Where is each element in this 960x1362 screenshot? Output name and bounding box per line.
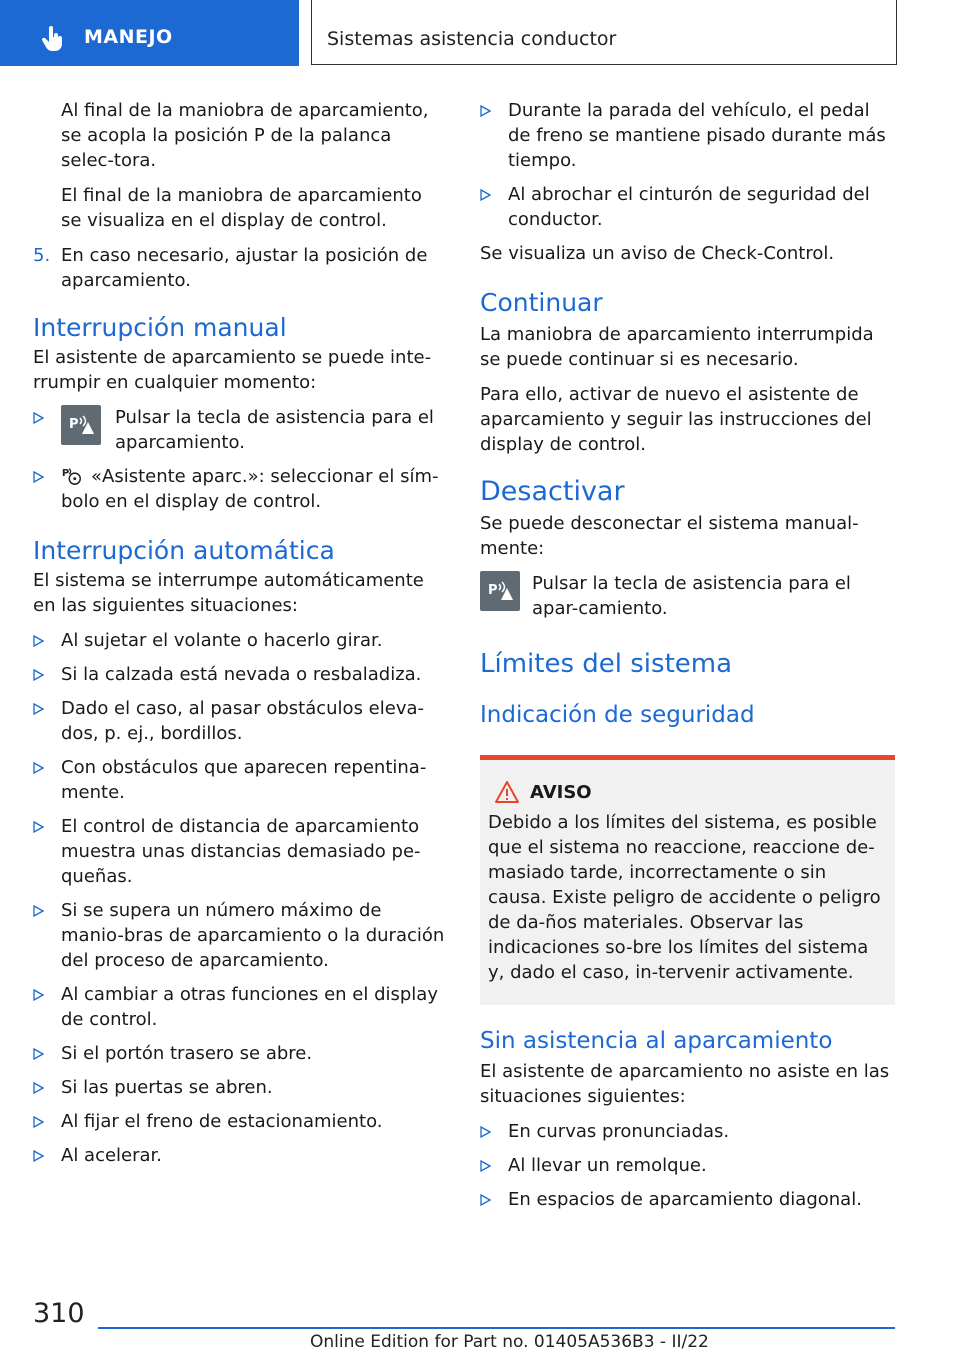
list-item (33, 1041, 448, 1066)
triangle-bullet-icon (480, 1187, 508, 1212)
list-item-text: Si la calzada está nevada o resbaladiza. (61, 664, 422, 685)
list-item (33, 1143, 448, 1168)
paragraph: La maniobra de aparcamiento interrumpida se puede continuar si es necesario. (480, 324, 874, 370)
triangle-bullet-icon (33, 982, 61, 1032)
triangle-bullet-icon (480, 1153, 508, 1178)
triangle-bullet-icon (33, 628, 61, 653)
list-item-text: Al cambiar a otras funciones en el display de control. (61, 984, 438, 1030)
list-item-text: Si el portón trasero se abre. (61, 1043, 313, 1064)
right-column (480, 98, 895, 1221)
svg-text:P: P (488, 583, 498, 598)
warning-text: Debido a los límites del sistema, es posible que el sistema no reaccione, reaccione de-masiado tarde, incorrectamente o sin causa. Existe peligro de accidente o peligro de da-ños materiales. Observar las indicaciones so-bre los límites del sistema y, dado el caso, in-tervenir activamente. (488, 812, 881, 983)
paragraph: Se puede desconectar el sistema manual-mente: (480, 513, 859, 559)
heading-manual: Interrupción manual (33, 313, 287, 342)
section-title: Sistemas asistencia conductor (327, 28, 617, 50)
heading-auto: Interrupción automática (33, 536, 335, 565)
list-item (33, 1109, 448, 1134)
list-item (33, 662, 448, 687)
heading-limites: Límites del sistema (480, 649, 733, 679)
paragraph: El final de la maniobra de aparcamiento se visualiza en el display de control. (61, 185, 422, 231)
triangle-bullet-icon (33, 1041, 61, 1066)
list-item-text: Al fijar el freno de estacionamiento. (61, 1111, 383, 1132)
triangle-bullet-icon (33, 662, 61, 687)
list-item-text: En curvas pronunciadas. (508, 1121, 730, 1142)
section-tab (311, 0, 897, 65)
paragraph: El asistente de aparcamiento se puede inte-rrumpir en cualquier momento: (33, 347, 432, 393)
triangle-bullet-icon (33, 814, 61, 889)
list-item (33, 1075, 448, 1100)
step-text: En caso necesario, ajustar la posición de aparcamiento. (61, 245, 428, 291)
list-item (33, 464, 448, 514)
list-item (480, 1119, 895, 1144)
list-item-text: Al llevar un remolque. (508, 1155, 707, 1176)
hand-pointer-icon (40, 26, 66, 52)
list-item (33, 898, 448, 973)
triangle-bullet-icon (33, 405, 61, 455)
park-assist-button-icon (61, 405, 101, 445)
paragraph: El sistema se interrumpe automáticamente en las siguientes situaciones: (33, 570, 424, 616)
paragraph: El asistente de aparcamiento no asiste en las situaciones siguientes: (480, 1061, 890, 1107)
list-item-text: Durante la parada del vehículo, el pedal de freno se mantiene pisado durante más tiempo. (508, 100, 886, 171)
triangle-bullet-icon (33, 1075, 61, 1100)
list-item-text: Si se supera un número máximo de manio-bras de aparcamiento o la duración del proceso de aparcamiento. (61, 900, 445, 971)
list-item-text: El control de distancia de aparcamiento muestra unas distancias demasiado pe-queñas. (61, 816, 421, 887)
park-assist-symbol-icon (61, 464, 83, 486)
interrupt-list-continued (480, 98, 895, 232)
list-item-text: Al abrochar el cinturón de seguridad del conductor. (508, 184, 870, 230)
park-assist-button-icon (480, 571, 520, 611)
chapter-title: MANEJO (84, 26, 173, 48)
triangle-bullet-icon (33, 898, 61, 973)
list-item-text: Pulsar la tecla de asistencia para el aparcamiento. (115, 407, 434, 453)
list-item (33, 696, 448, 746)
left-column (33, 98, 448, 1177)
list-item-text: Con obstáculos que aparecen repentina-mente. (61, 757, 427, 803)
list-item (480, 98, 895, 173)
list-item (480, 182, 895, 232)
page-header (0, 0, 960, 66)
paragraph: Al final de la maniobra de aparcamiento, se acopla la posición P de la palanca selec-tora. (61, 100, 429, 171)
numbered-step (33, 243, 448, 293)
triangle-bullet-icon (480, 98, 508, 173)
triangle-bullet-icon (480, 1119, 508, 1144)
heading-indicacion: Indicación de seguridad (480, 702, 755, 728)
triangle-bullet-icon (33, 755, 61, 805)
triangle-bullet-icon (33, 696, 61, 746)
list-item-text: Al acelerar. (61, 1145, 163, 1166)
button-instruction-text: Pulsar la tecla de asistencia para el apar-camiento. (532, 573, 851, 619)
list-item-text: «Asistente aparc.»: seleccionar el sím-bolo en el display de control. (61, 466, 439, 512)
page-number: 310 (33, 1298, 85, 1329)
list-item-text: En espacios de aparcamiento diagonal. (508, 1189, 862, 1210)
list-item (33, 755, 448, 805)
auto-interrupt-list (33, 628, 448, 1168)
heading-sin-asistencia: Sin asistencia al aparcamiento (480, 1028, 833, 1054)
triangle-bullet-icon (33, 1109, 61, 1134)
list-item-text: Al sujetar el volante o hacerlo girar. (61, 630, 383, 651)
heading-desactivar: Desactivar (480, 476, 625, 507)
list-item (33, 628, 448, 653)
paragraph: Para ello, activar de nuevo el asistente de aparcamiento y seguir las instrucciones del display de control. (480, 384, 872, 455)
list-item-text: Dado el caso, al pasar obstáculos eleva-dos, p. ej., bordillos. (61, 698, 424, 744)
warning-box (480, 755, 895, 1005)
footer-divider (98, 1327, 895, 1329)
step-number: 5. (33, 245, 51, 266)
button-instruction (480, 571, 895, 621)
triangle-bullet-icon (33, 1143, 61, 1168)
edition-note: Online Edition for Part no. 01405A536B3 - II/22 (310, 1332, 709, 1352)
triangle-bullet-icon (33, 464, 61, 514)
svg-text:P: P (61, 467, 70, 479)
list-item-text: Si las puertas se abren. (61, 1077, 273, 1098)
warning-title: AVISO (488, 780, 887, 804)
triangle-bullet-icon (480, 182, 508, 232)
warning-triangle-icon (494, 780, 520, 804)
list-item (480, 1187, 895, 1212)
paragraph: Se visualiza un aviso de Check-Control. (480, 243, 835, 264)
no-assist-list (480, 1119, 895, 1212)
chapter-tab (0, 0, 299, 66)
svg-text:P: P (69, 417, 79, 432)
list-item (33, 814, 448, 889)
list-item (33, 982, 448, 1032)
list-item (33, 405, 448, 455)
list-item (480, 1153, 895, 1178)
heading-continuar: Continuar (480, 288, 603, 317)
